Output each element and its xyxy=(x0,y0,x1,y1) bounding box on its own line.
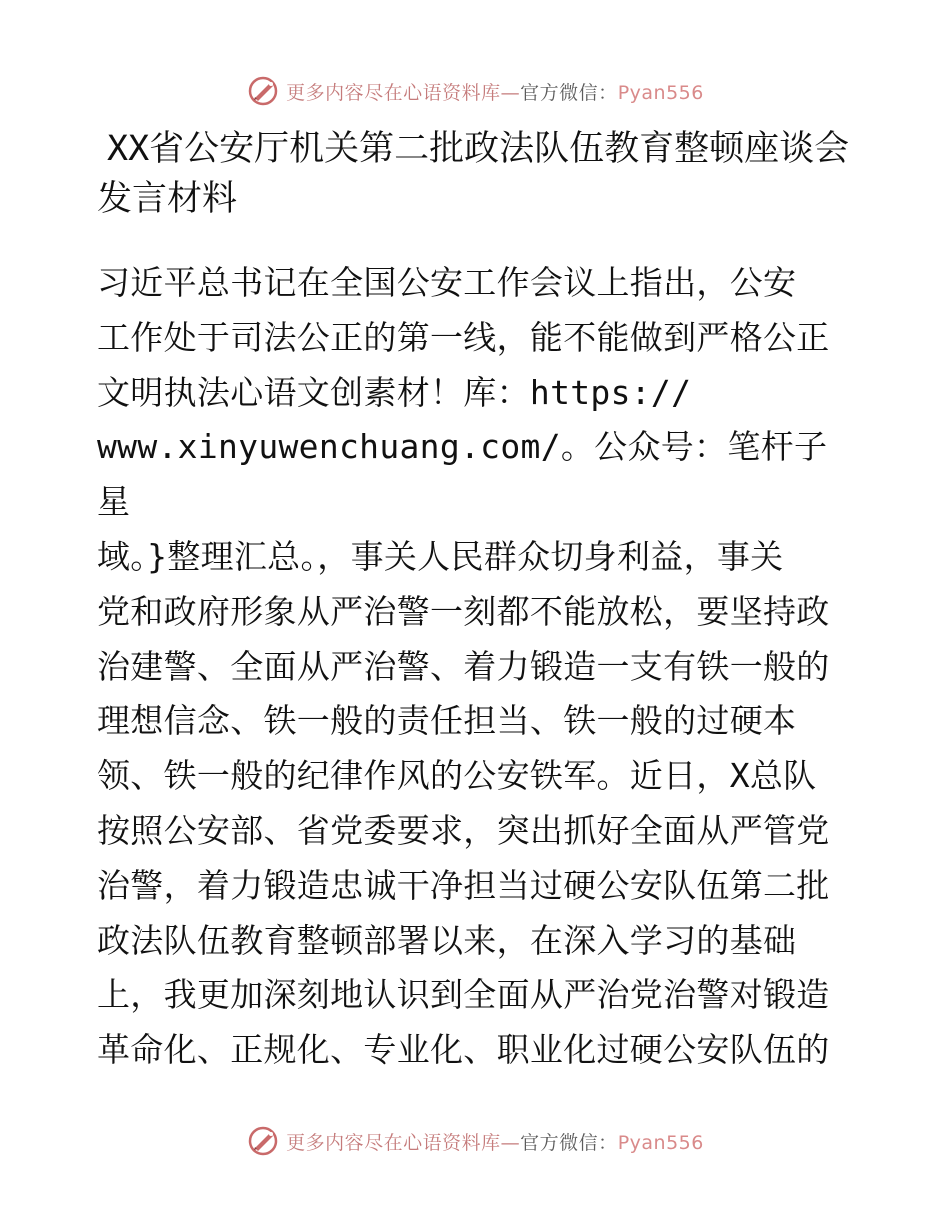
watermark-text xyxy=(286,78,704,105)
watermark-wechat-id: Pyan556 xyxy=(617,81,704,104)
pen-quill-logo-icon xyxy=(246,1124,280,1158)
watermark-separator: — xyxy=(500,81,521,104)
document-title: XX省公安厅机关第二批政法队伍教育整顿座谈会发言材料 xyxy=(97,129,850,219)
footer-watermark-banner xyxy=(0,1121,950,1161)
watermark-text xyxy=(286,1128,704,1155)
watermark-wechat-label: 官方微信： xyxy=(520,81,618,104)
watermark-separator: — xyxy=(500,1131,521,1154)
document-body: 习近平总书记在全国公安工作会议上指出，公安 工作处于司法公正的第一线，能不能做到严格公正 文明执法心语文创素材！库：https:// www.xinyuwenchuang.com/。公众号：笔杆子星 域。}整理汇总。，事关人民群众切身利益，事关 党和政府形象从严治警一刻都不能放松，要坚持政 治建警、全面从严治警、着力锻造一支有铁一般的 理想信念、铁一般的责任担当、铁一般的过硬本 领、铁一般的纪律作风的公安铁军。近日，X总队 按照公安部、省党委要求，突出抓好全面从严管党 治警，着力锻造忠诚干净担当过硬公安队伍第二批 政法队伍教育整顿部署以来，在深入学习的基础 上，我更加深刻地认识到全面从严治党治警对锻造 革命化、正规化、专业化、职业化过硬公安队伍的 xyxy=(97,263,830,1070)
header-watermark-banner xyxy=(0,71,950,111)
watermark-main: 更多内容尽在心语资料库 xyxy=(286,1131,501,1154)
watermark-wechat-id: Pyan556 xyxy=(617,1131,704,1154)
watermark-wechat-label: 官方微信： xyxy=(520,1131,618,1154)
pen-quill-logo-icon xyxy=(246,74,280,108)
watermark-main: 更多内容尽在心语资料库 xyxy=(286,81,501,104)
